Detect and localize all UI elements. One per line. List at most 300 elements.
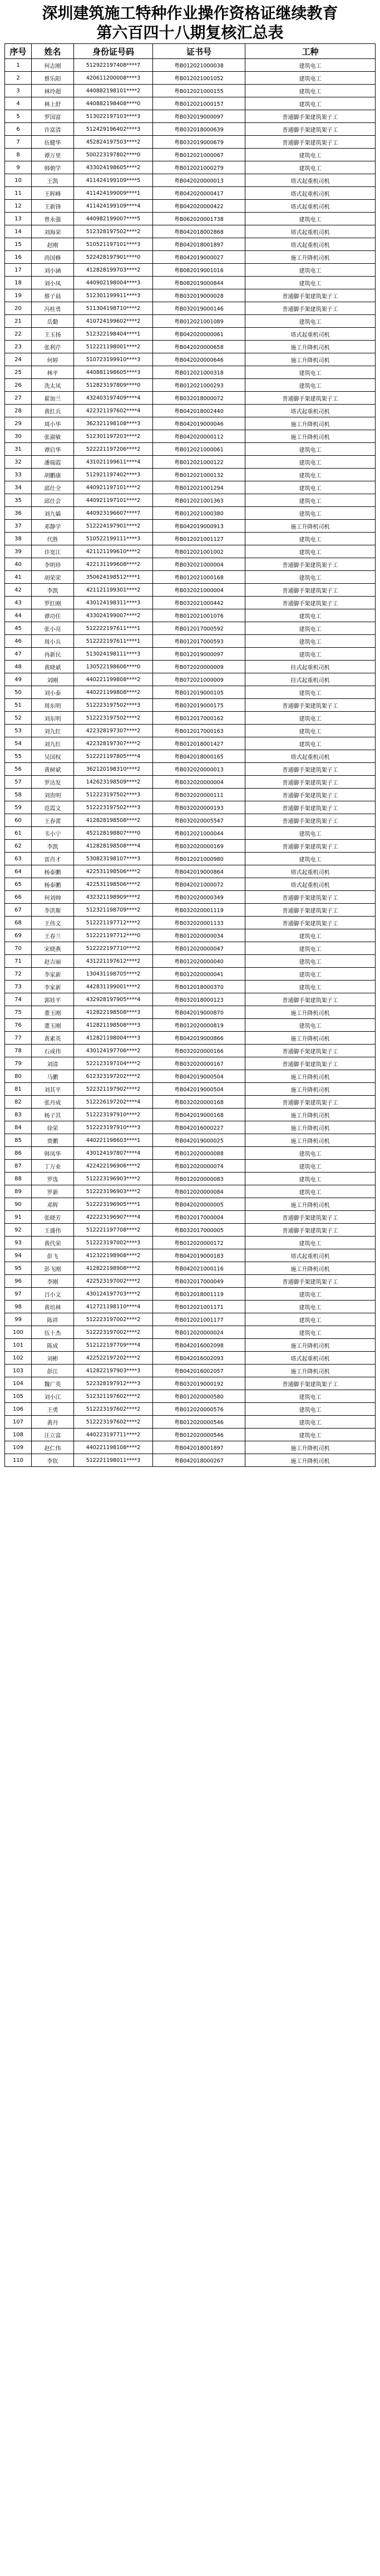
cell-cert: 粤B012021000168	[153, 571, 245, 584]
cell-id: 512223197910****3	[74, 1121, 153, 1134]
table-row	[5, 1403, 376, 1416]
cell-cert: 粤B012020000576	[153, 1403, 245, 1416]
cell-no: 25	[5, 366, 32, 379]
cell-no: 21	[5, 315, 32, 328]
table-row	[5, 277, 376, 289]
cell-id: 422422196906****2	[74, 1160, 153, 1173]
cell-job: 建筑电工	[245, 1403, 376, 1416]
cell-id: 422522197202****2	[74, 1352, 153, 1365]
table-row	[5, 955, 376, 968]
cell-no: 87	[5, 1160, 32, 1173]
cell-no: 60	[5, 814, 32, 827]
cell-id: 512223196905****1	[74, 1198, 153, 1211]
cell-no: 66	[5, 891, 32, 904]
cell-name: 李家新	[32, 981, 74, 993]
cell-no: 101	[5, 1339, 32, 1352]
cell-id: 452824197503****2	[74, 136, 153, 149]
cell-no: 2	[5, 72, 32, 85]
cell-name: 周小华	[32, 417, 74, 430]
table-row	[5, 494, 376, 507]
cell-no: 19	[5, 289, 32, 302]
cell-name: 彭飞刚	[32, 1262, 74, 1275]
cell-job: 普通脚手架建筑架子工	[245, 789, 376, 801]
cell-no: 45	[5, 622, 32, 635]
cell-name: 岳勤	[32, 315, 74, 328]
cell-job: 建筑电工	[245, 72, 376, 85]
cell-id: 421121199301****2	[74, 584, 153, 597]
cell-no: 107	[5, 1416, 32, 1429]
cell-name: 黄丹	[32, 1416, 74, 1429]
table-row	[5, 814, 376, 827]
cell-id: 412821198004****3	[74, 1032, 153, 1045]
table-row	[5, 1173, 376, 1185]
cell-cert: 粤B032017000005	[153, 1224, 245, 1237]
cell-job: 普通脚手架建筑架子工	[245, 289, 376, 302]
cell-no: 36	[5, 507, 32, 520]
table-row	[5, 1249, 376, 1262]
cell-no: 54	[5, 737, 32, 750]
cell-id: 431221197612****2	[74, 955, 153, 968]
cell-job: 施工升降机司机	[245, 353, 376, 366]
cell-id: 412822198908****2	[74, 1262, 153, 1275]
cell-name: 魏广英	[32, 1377, 74, 1390]
table-row	[5, 289, 376, 302]
table-row	[5, 85, 376, 97]
cell-job: 塔式起重机司机	[245, 187, 376, 200]
table-row	[5, 97, 376, 110]
cell-name: 周东明	[32, 699, 74, 712]
cell-job: 施工升降机司机	[245, 1134, 376, 1147]
table-row	[5, 353, 376, 366]
cell-cert: 粤B012017000593	[153, 635, 245, 648]
table-row	[5, 622, 376, 635]
cell-job: 建筑电工	[245, 853, 376, 865]
table-row	[5, 1352, 376, 1365]
cell-id: 430124197807****4	[74, 1147, 153, 1160]
cell-cert: 粤B012020000580	[153, 1390, 245, 1403]
header-cert: 证书号	[153, 44, 245, 59]
cell-job: 建筑电工	[245, 315, 376, 328]
cell-name: 陈祥	[32, 1313, 74, 1326]
cell-name: 刘其平	[32, 1083, 74, 1096]
cell-id: 512301197203****2	[74, 430, 153, 443]
cell-no: 4	[5, 97, 32, 110]
cell-no: 85	[5, 1134, 32, 1147]
cell-cert: 粤B032021000004	[153, 558, 245, 571]
table-row	[5, 789, 376, 801]
table-row	[5, 1096, 376, 1109]
cell-id: 512224197901****2	[74, 520, 153, 533]
cell-name: 赵吉丽	[32, 955, 74, 968]
cell-cert: 粤B012020000034	[153, 929, 245, 942]
cell-name: 何婷	[32, 353, 74, 366]
cell-id: 512321197602****2	[74, 1390, 153, 1403]
cell-cert: 粤B032021000004	[153, 584, 245, 597]
cell-name: 张丹成	[32, 1096, 74, 1109]
table-row	[5, 801, 376, 814]
table-row	[5, 264, 376, 277]
cell-no: 62	[5, 840, 32, 853]
cell-no: 14	[5, 225, 32, 238]
cell-no: 68	[5, 917, 32, 929]
cell-name: 雷肖才	[32, 853, 74, 865]
cell-name: 王春兰	[32, 929, 74, 942]
cell-name: 王凯	[32, 174, 74, 187]
table-row	[5, 661, 376, 673]
table-row	[5, 865, 376, 878]
cell-job: 建筑电工	[245, 481, 376, 494]
table-row	[5, 1275, 376, 1288]
cell-job: 施工升降机司机	[245, 1198, 376, 1211]
cell-id: 522428197901****0	[74, 251, 153, 264]
cell-id: 422531198506****2	[74, 878, 153, 891]
cell-no: 69	[5, 929, 32, 942]
cell-name: 马鹏	[32, 1070, 74, 1083]
cell-cert: 粤B032020000111	[153, 789, 245, 801]
cell-no: 53	[5, 725, 32, 737]
cell-cert: 粤B042019000183	[153, 1249, 245, 1262]
cell-job: 普通脚手架建筑架子工	[245, 597, 376, 609]
cell-id: 512922197408****7	[74, 59, 153, 72]
cell-no: 94	[5, 1249, 32, 1262]
cell-id: 440221199808****2	[74, 673, 153, 686]
cell-cert: 粤B012018000370	[153, 981, 245, 993]
header-name: 姓名	[32, 44, 74, 59]
cell-id: 412828198508****2	[74, 814, 153, 827]
cell-cert: 粤B012021000318	[153, 366, 245, 379]
cell-job: 建筑电工	[245, 827, 376, 840]
cell-no: 12	[5, 200, 32, 213]
cell-name: 胡荣荣	[32, 571, 74, 584]
cell-id: 452128198807****0	[74, 827, 153, 840]
cell-id: 512328197502****2	[74, 225, 153, 238]
cell-no: 9	[5, 161, 32, 174]
cell-no: 28	[5, 405, 32, 417]
cell-job: 建筑电工	[245, 97, 376, 110]
table-row	[5, 648, 376, 661]
cell-id: 512301199911****3	[74, 289, 153, 302]
cell-name: 刘九嫱	[32, 507, 74, 520]
cell-cert: 粤B012017000592	[153, 622, 245, 635]
cell-no: 100	[5, 1326, 32, 1339]
cell-name: 石成伟	[32, 1045, 74, 1057]
table-row	[5, 558, 376, 571]
cell-name: 罗国富	[32, 110, 74, 123]
cell-cert: 粤B042020000112	[153, 430, 245, 443]
cell-id: 411424199109****4	[74, 200, 153, 213]
cell-job: 建筑电工	[245, 1301, 376, 1313]
cell-no: 77	[5, 1032, 32, 1045]
table-row	[5, 750, 376, 763]
cell-id: 422328197307****2	[74, 725, 153, 737]
cell-cert: 粤B042020000013	[153, 174, 245, 187]
table-row	[5, 699, 376, 712]
table-row	[5, 1224, 376, 1237]
cell-no: 33	[5, 469, 32, 481]
cell-job: 普通脚手架建筑架子工	[245, 699, 376, 712]
cell-id: 512321198709****2	[74, 904, 153, 917]
cell-id: 430124198311****3	[74, 597, 153, 609]
cell-id: 422531198506****2	[74, 865, 153, 878]
cell-id: 522123197104****2	[74, 1057, 153, 1070]
table-header-row	[5, 44, 376, 59]
cell-name: 宋晓燕	[32, 942, 74, 955]
table-row	[5, 187, 376, 200]
table-row	[5, 584, 376, 597]
cell-name: 黄代荣	[32, 1237, 74, 1249]
cell-cert: 粤B012020000024	[153, 1326, 245, 1339]
cell-job: 挂式起重机司机	[245, 673, 376, 686]
cell-id: 432928197905****4	[74, 993, 153, 1006]
cell-cert: 粤B042019000027	[153, 251, 245, 264]
cell-id: 512222197611****1	[74, 622, 153, 635]
cell-no: 83	[5, 1109, 32, 1121]
cell-no: 84	[5, 1121, 32, 1134]
cell-no: 8	[5, 149, 32, 161]
table-row	[5, 1147, 376, 1160]
table-row	[5, 1211, 376, 1224]
cell-no: 89	[5, 1185, 32, 1198]
table-row	[5, 1032, 376, 1045]
cell-cert: 粤B012019000097	[153, 648, 245, 661]
cell-id: 512223197502****3	[74, 801, 153, 814]
cell-no: 43	[5, 597, 32, 609]
table-row	[5, 1441, 376, 1454]
cell-cert: 粤B032019000028	[153, 289, 245, 302]
cell-no: 90	[5, 1198, 32, 1211]
cell-no: 91	[5, 1211, 32, 1224]
table-row	[5, 1006, 376, 1019]
cell-job: 塔式起重机司机	[245, 405, 376, 417]
cell-cert: 粤B032019000175	[153, 699, 245, 712]
cell-id: 511304198710****2	[74, 302, 153, 315]
cell-no: 7	[5, 136, 32, 149]
table-row	[5, 1262, 376, 1275]
cell-id: 522221197206****2	[74, 443, 153, 456]
cell-no: 42	[5, 584, 32, 597]
cell-name: 王春蕾	[32, 814, 74, 827]
cell-id: 350624198512****1	[74, 571, 153, 584]
cell-id: 412822198508****3	[74, 1006, 153, 1019]
cell-id: 530823198107****3	[74, 853, 153, 865]
cell-no: 103	[5, 1365, 32, 1377]
table-row	[5, 366, 376, 379]
table-row	[5, 238, 376, 251]
cell-job: 塔式起重机司机	[245, 328, 376, 341]
cell-job: 建筑电工	[245, 929, 376, 942]
cell-cert: 粤B012020000041	[153, 968, 245, 981]
cell-no: 99	[5, 1313, 32, 1326]
cell-job: 施工升降机司机	[245, 1109, 376, 1121]
cell-name: 郭娃平	[32, 993, 74, 1006]
cell-cert: 粤B032018000123	[153, 993, 245, 1006]
cell-no: 75	[5, 1006, 32, 1019]
cell-name: 罗红刚	[32, 597, 74, 609]
cell-id: 433024198605****2	[74, 161, 153, 174]
cell-cert: 粤B012020000546	[153, 1416, 245, 1429]
cell-job: 塔式起重机司机	[245, 750, 376, 763]
cell-cert: 粤B042021000116	[153, 1262, 245, 1275]
cell-name: 陈成	[32, 1339, 74, 1352]
cell-job: 建筑电工	[245, 507, 376, 520]
cell-cert: 粤B032019000146	[153, 302, 245, 315]
cell-job: 普通脚手架建筑架子工	[245, 1224, 376, 1237]
cell-cert: 粤B042019000168	[153, 1109, 245, 1121]
cell-no: 34	[5, 481, 32, 494]
cell-name: 邱仕全	[32, 481, 74, 494]
cell-job: 普通脚手架建筑架子工	[245, 814, 376, 827]
cell-name: 胡鹏康	[32, 469, 74, 481]
cell-id: 440921197101****2	[74, 494, 153, 507]
cell-id: 512221198011****3	[74, 1454, 153, 1467]
cell-cert: 粤B082019000844	[153, 277, 245, 289]
cell-name: 王晖峰	[32, 187, 74, 200]
table-row	[5, 315, 376, 328]
cell-cert: 粤B032020005547	[153, 814, 245, 827]
cell-id: 512221197712****0	[74, 929, 153, 942]
table-row	[5, 149, 376, 161]
table-row	[5, 1083, 376, 1096]
cell-id: 512122197709****4	[74, 1339, 153, 1352]
cell-cert: 粤B042019000504	[153, 1083, 245, 1096]
table-row	[5, 917, 376, 929]
cell-no: 31	[5, 443, 32, 456]
cell-job: 建筑电工	[245, 571, 376, 584]
cell-name: 邱仕会	[32, 494, 74, 507]
table-row	[5, 1339, 376, 1352]
cell-no: 76	[5, 1019, 32, 1032]
cell-no: 15	[5, 238, 32, 251]
cell-job: 建筑电工	[245, 59, 376, 72]
cell-id: 512223197002****3	[74, 1237, 153, 1249]
cell-id: 512429196402****3	[74, 123, 153, 136]
table-row	[5, 1057, 376, 1070]
cell-cert: 粤B062020001738	[153, 213, 245, 225]
cell-cert: 粤B082019001016	[153, 264, 245, 277]
cell-no: 71	[5, 955, 32, 968]
table-row	[5, 1237, 376, 1249]
cell-cert: 粤B042020000417	[153, 187, 245, 200]
cell-id: 410724199602****2	[74, 315, 153, 328]
cell-cert: 粤B012020000047	[153, 942, 245, 955]
cell-id: 512223197502****2	[74, 712, 153, 725]
table-row	[5, 968, 376, 981]
cell-id: 422328197307****2	[74, 737, 153, 750]
table-row	[5, 1121, 376, 1134]
cell-name: 杨子其	[32, 1109, 74, 1121]
cell-cert: 粤B042016000227	[153, 1121, 245, 1134]
cell-name: 刘小凤	[32, 277, 74, 289]
cell-id: 362321198108****3	[74, 417, 153, 430]
cell-id: 440982199007****5	[74, 213, 153, 225]
cell-job: 建筑电工	[245, 1326, 376, 1339]
cell-id: 512223196903****2	[74, 1173, 153, 1185]
table-row	[5, 405, 376, 417]
cell-id: 422321197602****4	[74, 405, 153, 417]
cell-name: 许富清	[32, 123, 74, 136]
cell-id: 513024198111****3	[74, 648, 153, 661]
cell-no: 6	[5, 123, 32, 136]
cell-no: 55	[5, 750, 32, 763]
cell-cert: 粤B042019000025	[153, 1134, 245, 1147]
cell-name: 张晓芳	[32, 1211, 74, 1224]
cell-job: 建筑电工	[245, 1185, 376, 1198]
table-row	[5, 609, 376, 622]
cell-name: 刘九红	[32, 737, 74, 750]
cell-no: 80	[5, 1070, 32, 1083]
cell-name: 王伟文	[32, 917, 74, 929]
cell-no: 50	[5, 686, 32, 699]
cell-no: 92	[5, 1224, 32, 1237]
cell-no: 3	[5, 85, 32, 97]
table-row	[5, 673, 376, 686]
cell-job: 施工升降机司机	[245, 1339, 376, 1352]
cell-id: 512221197712****2	[74, 917, 153, 929]
cell-id: 500223197802****0	[74, 149, 153, 161]
table-row	[5, 827, 376, 840]
cell-id: 512223197502****3	[74, 699, 153, 712]
cell-job: 施工升降机司机	[245, 1454, 376, 1467]
cell-name: 赵刚	[32, 238, 74, 251]
cell-no: 79	[5, 1057, 32, 1070]
cell-job: 普通脚手架建筑架子工	[245, 776, 376, 789]
cell-name: 谭万里	[32, 149, 74, 161]
cell-name: 黄培林	[32, 1301, 74, 1313]
cell-cert: 粤B012021001002	[153, 545, 245, 558]
cell-no: 74	[5, 993, 32, 1006]
table-row	[5, 469, 376, 481]
cell-job: 施工升降机司机	[245, 417, 376, 430]
cell-name: 李钦	[32, 1454, 74, 1467]
cell-name: 王勇	[32, 1403, 74, 1416]
cell-cert: 粤B012021001294	[153, 481, 245, 494]
cell-no: 61	[5, 827, 32, 840]
cell-cert: 粤B012020000074	[153, 1160, 245, 1173]
cell-id: 512223197602****2	[74, 1416, 153, 1429]
cell-id: 512222197611****1	[74, 635, 153, 648]
cell-name: 林上舒	[32, 97, 74, 110]
cell-cert: 粤B032020000193	[153, 801, 245, 814]
cell-job: 建筑电工	[245, 494, 376, 507]
cell-name: 李凯	[32, 584, 74, 597]
cell-no: 20	[5, 302, 32, 315]
table-row	[5, 59, 376, 72]
cell-job: 普通脚手架建筑架子工	[245, 891, 376, 904]
cell-job: 塔式起重机司机	[245, 865, 376, 878]
cell-job: 塔式起重机司机	[245, 1352, 376, 1365]
cell-id: 412828198508****4	[74, 840, 153, 853]
cell-cert: 粤B042020000061	[153, 328, 245, 341]
cell-name: 冉新民	[32, 648, 74, 661]
cell-no: 18	[5, 277, 32, 289]
cell-job: 普通脚手架建筑架子工	[245, 917, 376, 929]
cell-cert: 粤B032018000639	[153, 123, 245, 136]
cell-name: 刘小涵	[32, 264, 74, 277]
cell-id: 431021199611****4	[74, 456, 153, 469]
cell-name: 董玉刚	[32, 1019, 74, 1032]
cell-cert: 粤B012021000038	[153, 59, 245, 72]
cell-name: 罗达发	[32, 776, 74, 789]
cell-job: 塔式起重机司机	[245, 1249, 376, 1262]
cell-name: 彭江	[32, 1365, 74, 1377]
cell-id: 512223197002****2	[74, 1313, 153, 1326]
table-row	[5, 929, 376, 942]
cell-job: 普通脚手架建筑架子工	[245, 1211, 376, 1224]
cell-no: 41	[5, 571, 32, 584]
cell-job: 普通脚手架建筑架子工	[245, 392, 376, 405]
header-no: 序号	[5, 44, 32, 59]
cell-name: 李刚	[32, 1275, 74, 1288]
